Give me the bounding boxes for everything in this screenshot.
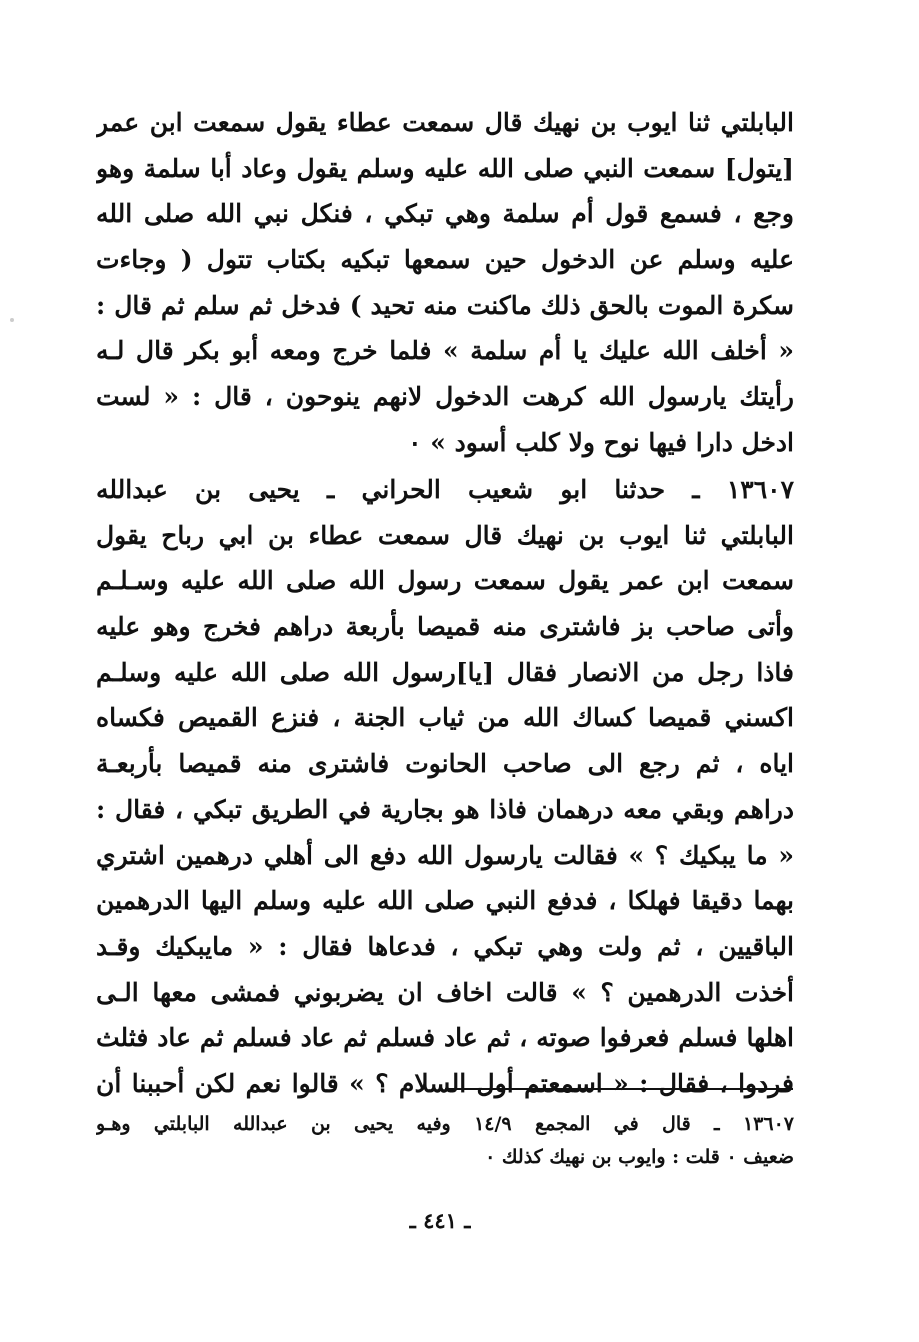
text-line: اكسني قميصا كساك الله من ثياب الجنة ، فنزع القميص فكساه (96, 703, 794, 733)
text-line: فردوا ، فقال : « اسمعتم أول السلام ؟ » قالوا نعم لكن أحببنا أن (96, 1068, 794, 1098)
text-line: أخذت الدرهمين ؟ » قالت اخاف ان يضربوني فمشى معها الـى (96, 977, 794, 1007)
text-line: رأيتك يارسول الله كرهت الدخول لانهم ينوحون ، قال : « لست (96, 382, 794, 412)
text-line: وأتى صاحب بز فاشترى منه قميصا بأربعة دراهم فخرج وهو عليه (96, 612, 794, 642)
text-line: بهما دقيقا فهلكا ، فدفع النبي صلى الله عليه وسلم اليها الدرهمين (96, 886, 794, 916)
footnote-divider (445, 1088, 793, 1090)
text-line: [يتول] سمعت النبي صلى الله عليه وسلم يقول وعاد أبا سلمة وهو (96, 153, 794, 183)
text-line: اياه ، ثم رجع الى صاحب الحانوت فاشترى منه قميصا بأربعـة (96, 749, 794, 779)
text-line: وجع ، فسمع قول أم سلمة وهي تبكي ، فنكل نبي الله صلى الله (96, 199, 794, 229)
text-line: اهلها فسلم فعرفوا صوته ، ثم عاد فسلم ثم عاد فسلم ثم عاد فثلث (96, 1023, 794, 1053)
text-line: الباقيين ، ثم ولت وهي تبكي ، فدعاها فقال : « مايبكيك وقـد (96, 931, 794, 961)
text-line: سكرة الموت بالحق ذلك ماكنت منه تحيد ) فدخل ثم سلم ثم قال : (96, 290, 794, 320)
footnote (96, 1108, 794, 1174)
page-number: ـ ٤٤١ ـ (409, 1208, 471, 1233)
margin-speck (10, 318, 14, 322)
text-line: « ما يبكيك ؟ » فقالت يارسول الله دفع الى أهلي درهمين اشتري (96, 840, 794, 870)
hadith-paragraph (96, 467, 794, 1107)
text-line: سمعت ابن عمر يقول سمعت رسول الله صلى الله عليه وسـلـم (96, 566, 794, 596)
paragraph-continuation (96, 100, 794, 466)
text-line: « أخلف الله عليك يا أم سلمة » فلما خرج ومعه أبو بكر قال لـه (96, 336, 794, 366)
text-line: دراهم وبقي معه درهمان فاذا هو بجارية في الطريق تبكي ، فقال : (96, 794, 794, 824)
text-line: ١٣٦٠٧ ـ حدثنا ابو شعيب الحراني ـ يحيى بن عبدالله (96, 475, 794, 504)
text-line: البابلتي ثنا ايوب بن نهيك قال سمعت عطاء بن ابي رباح يقول (96, 520, 794, 550)
text-line: فاذا رجل من الانصار فقال [يا]رسول الله صلى الله عليه وسلـم (96, 657, 794, 687)
text-line: عليه وسلم عن الدخول حين سمعها تبكيه بكتاب تتول ( وجاءت (96, 245, 794, 275)
text-line: البابلتي ثنا ايوب بن نهيك قال سمعت عطاء يقول سمعت ابن عمر (96, 108, 794, 137)
text-line: ادخل دارا فيها نوح ولا كلب أسود » ٠ (408, 427, 794, 457)
footnote-line: ١٣٦٠٧ ـ قال في المجمع ١٤/٩ وفيه يحيى بن عبدالله البابلتي وهـو (96, 1113, 794, 1135)
footnote-line: ضعيف ٠ قلت : وايوب بن نهيك كذلك ٠ (485, 1146, 794, 1168)
